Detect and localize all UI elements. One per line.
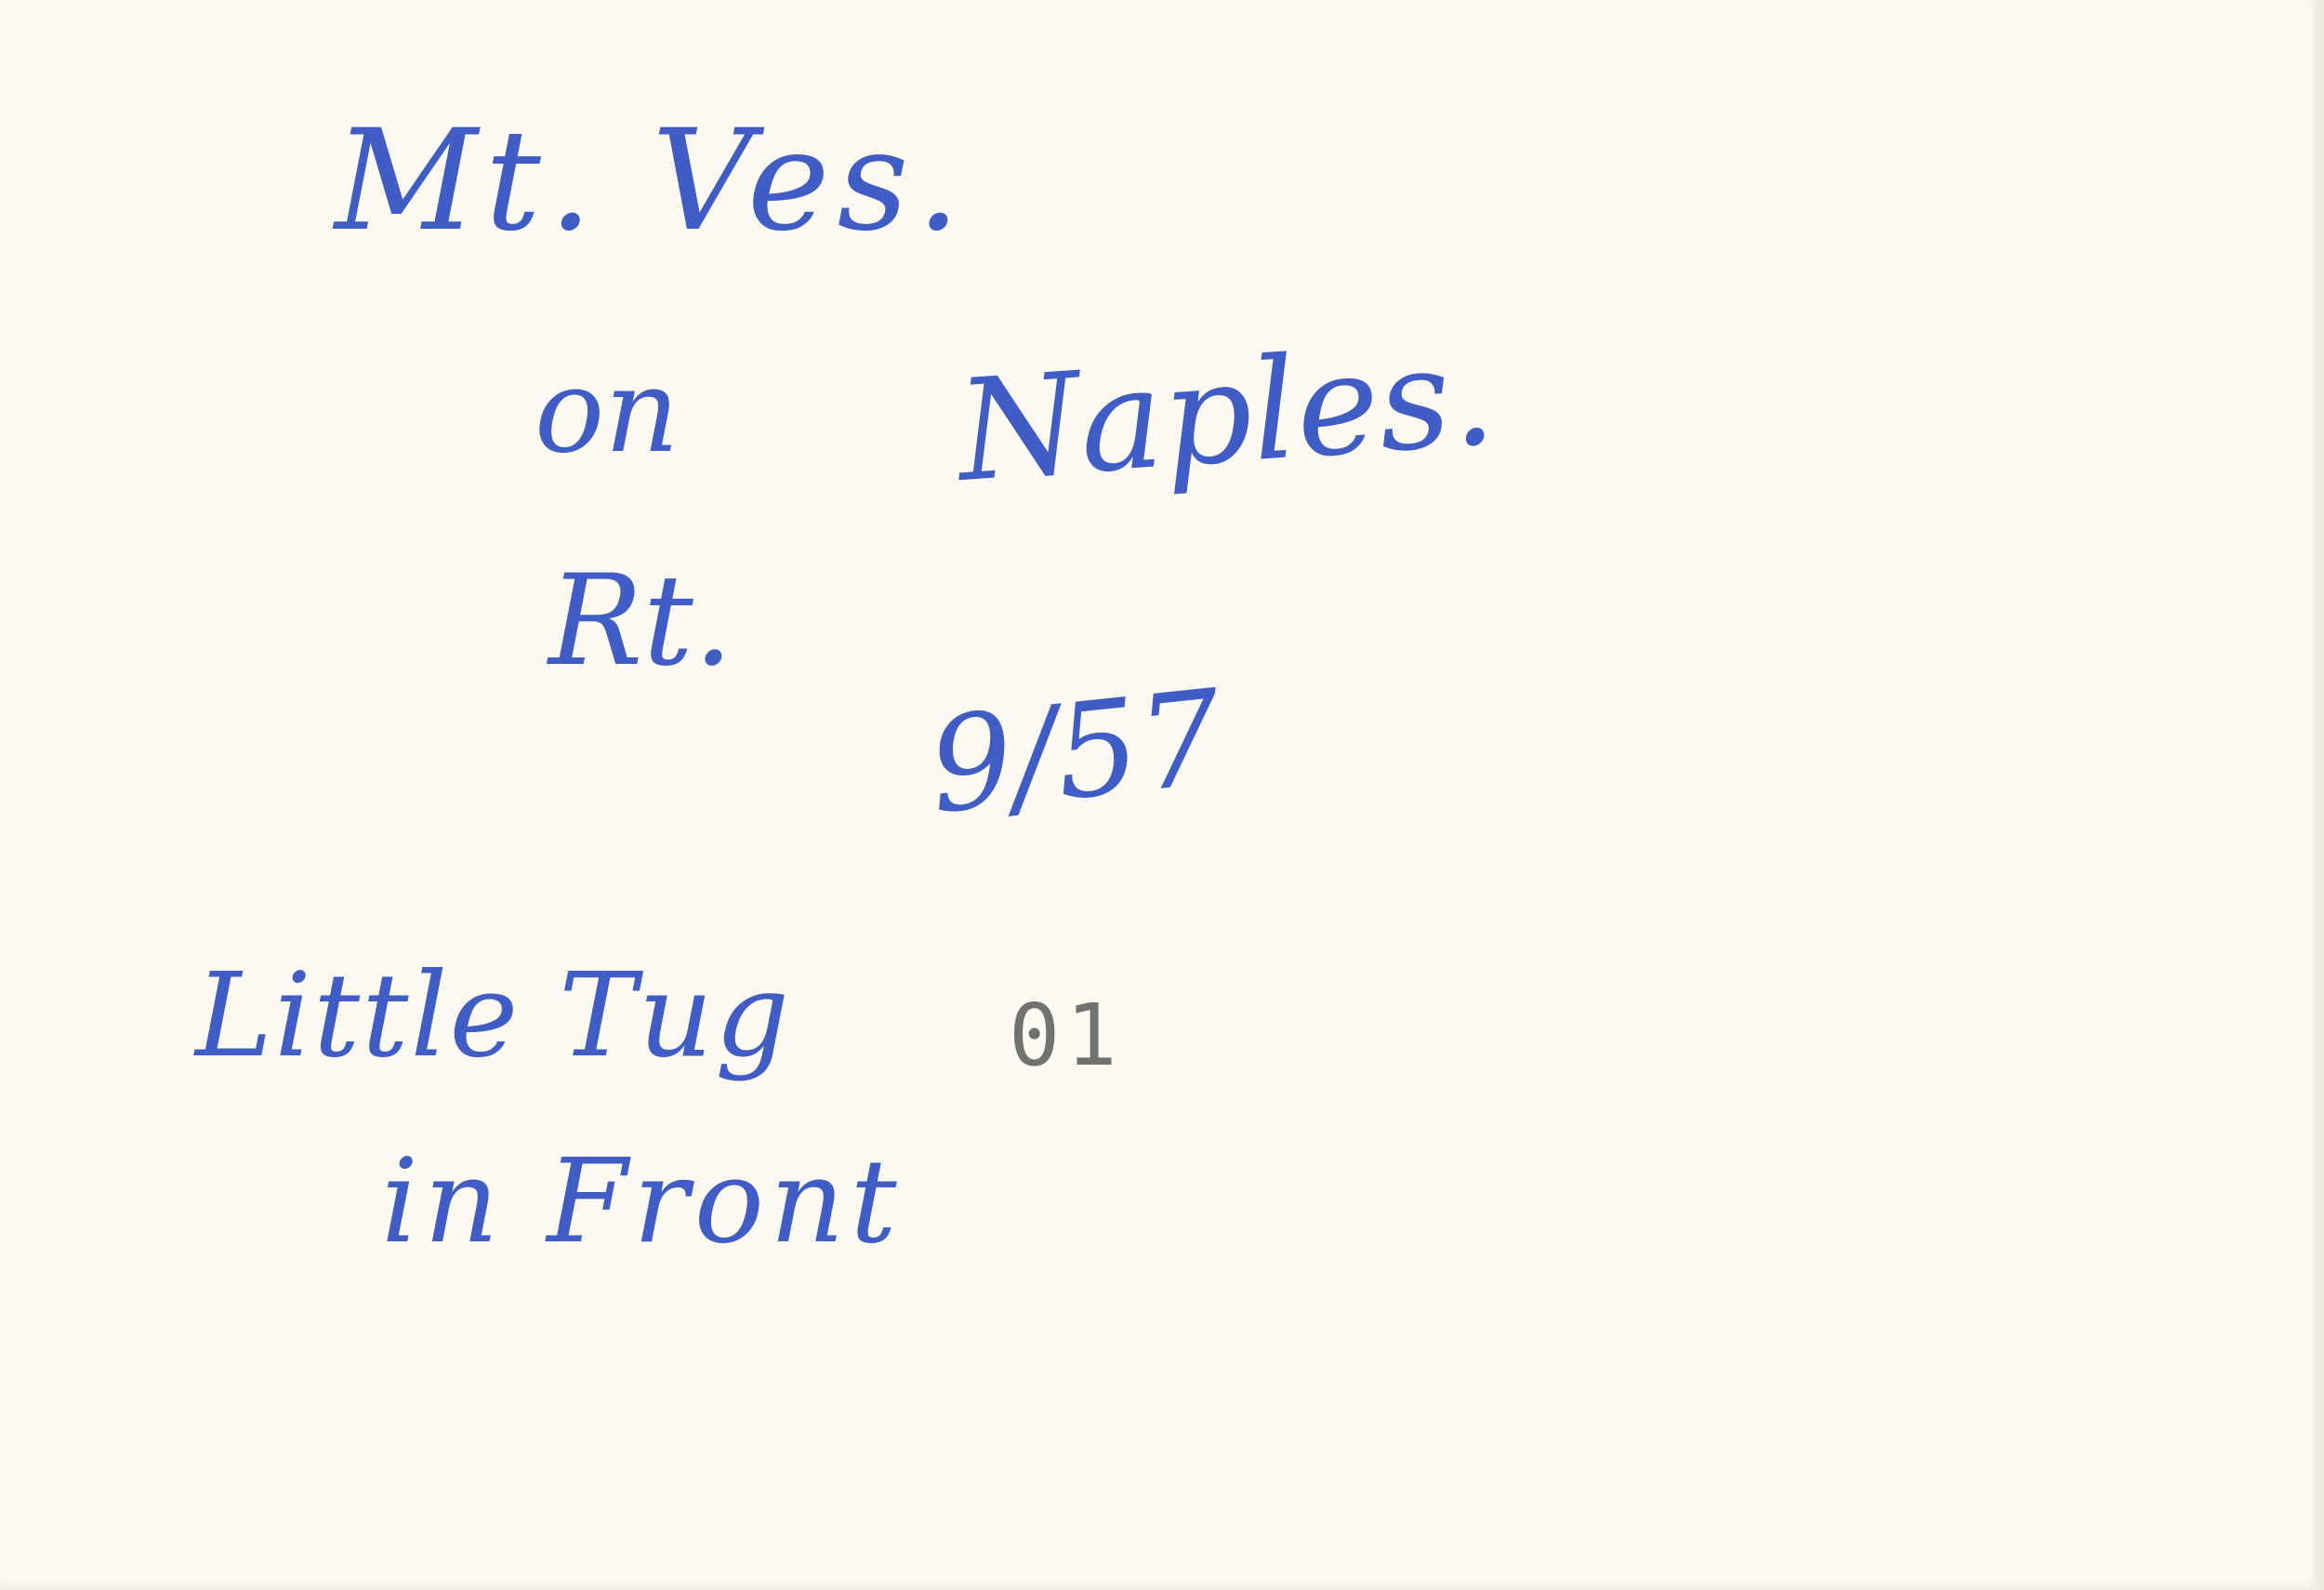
handwritten-mt-ves: Mt. Ves. xyxy=(335,100,969,262)
handwritten-date: 9/57 xyxy=(922,662,1229,843)
handwritten-naples: Naples. xyxy=(952,314,1500,513)
handwritten-in-front: in Front xyxy=(381,1134,903,1269)
stamped-number: 01 xyxy=(1009,986,1123,1085)
card-edge xyxy=(2313,0,2324,1590)
handwritten-on: on xyxy=(535,344,680,479)
handwritten-little-tug: Little Tug xyxy=(195,948,792,1083)
handwritten-rt: Rt. xyxy=(548,548,733,694)
